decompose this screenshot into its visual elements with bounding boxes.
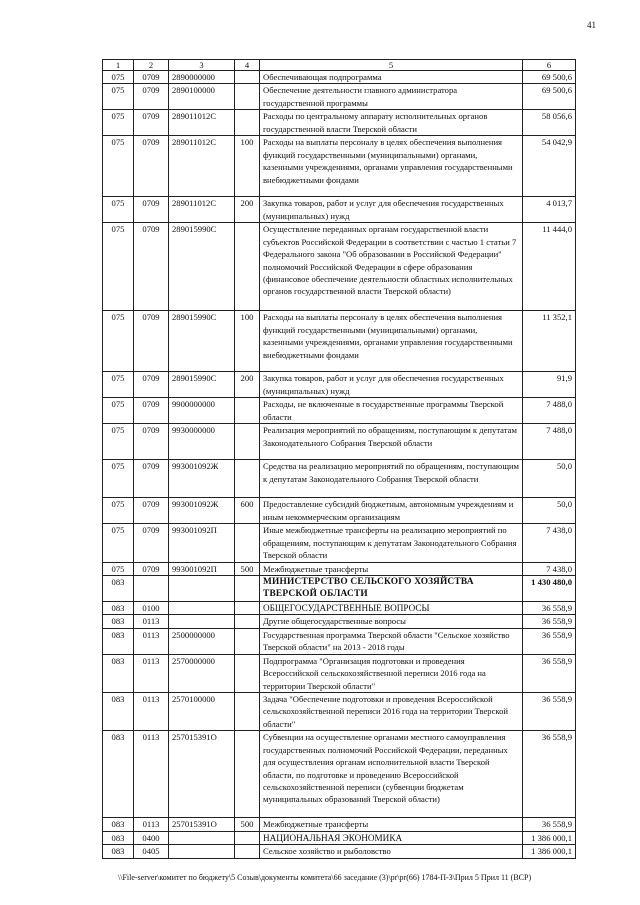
cell-name: Другие общегосударственные вопросы [260, 615, 523, 628]
table-row [103, 197, 576, 223]
cell-expense-type: 200 [235, 372, 260, 398]
cell-admin: 083 [103, 831, 134, 844]
cell-amount: 7 488,0 [523, 424, 576, 460]
budget-table [102, 59, 576, 859]
header-col-5: 5 [260, 60, 523, 71]
cell-name: МИНИСТЕРСТВО СЕЛЬСКОГО ХОЗЯЙСТВА ТВЕРСКОЙ ОБЛАСТИ [260, 576, 523, 602]
cell-admin: 075 [103, 460, 134, 498]
cell-section: 0113 [134, 615, 169, 628]
table-row [103, 460, 576, 498]
cell-amount: 7 438,0 [523, 524, 576, 562]
cell-amount: 1 430 480,0 [523, 576, 576, 602]
cell-section: 0113 [134, 818, 169, 831]
cell-name: Закупка товаров, работ и услуг для обеспечения государственных (муниципальных) нужд [260, 197, 523, 223]
cell-expense-type [235, 831, 260, 844]
cell-name: Субвенции на осуществление органами местного самоуправления государственных полномочий Российской Федерации, переданных для осуществления органам исполнительной власти Тверской области, по подготовке и проведению Всероссийской сельскохозяйственной переписи (субвенции бюджетам муниципальных образований Тверской области) [260, 731, 523, 818]
cell-amount: 58 056,6 [523, 110, 576, 136]
table-row [103, 693, 576, 731]
cell-admin: 075 [103, 110, 134, 136]
cell-name: Обеспечивающая подпрограмма [260, 71, 523, 84]
file-path-footer: \\File-server\комитет по бюджету\5 Созыв\документы комитета\66 заседание (3)\pr\pr(66) 1784-П-3\Прил 5 Прил 11 (ВСР) [118, 873, 532, 882]
cell-name: Предоставление субсидий бюджетным, автономным учреждениям и иным некоммерческим организациям [260, 498, 523, 524]
cell-section: 0709 [134, 71, 169, 84]
cell-expense-type: 500 [235, 818, 260, 831]
header-col-4: 4 [235, 60, 260, 71]
cell-target [169, 576, 235, 602]
cell-admin: 083 [103, 576, 134, 602]
cell-admin: 075 [103, 223, 134, 311]
cell-target: 993001092Ж [169, 460, 235, 498]
cell-section: 0709 [134, 424, 169, 460]
cell-expense-type: 600 [235, 498, 260, 524]
cell-admin: 075 [103, 372, 134, 398]
cell-section: 0113 [134, 654, 169, 692]
cell-expense-type [235, 731, 260, 818]
cell-amount: 36 558,9 [523, 818, 576, 831]
cell-target: 289011012С [169, 110, 235, 136]
cell-target: 257015391О [169, 731, 235, 818]
cell-expense-type [235, 424, 260, 460]
table-row [103, 223, 576, 311]
table-row [103, 576, 576, 602]
cell-target [169, 602, 235, 615]
cell-amount: 11 444,0 [523, 223, 576, 311]
cell-amount: 36 558,9 [523, 654, 576, 692]
cell-admin: 083 [103, 731, 134, 818]
cell-expense-type: 200 [235, 197, 260, 223]
cell-section: 0709 [134, 562, 169, 575]
cell-name: Задача "Обеспечение подготовки и проведения Всероссийской сельскохозяйственной переписи 2016 года на территории Тверской области" [260, 693, 523, 731]
cell-target: 993001092П [169, 562, 235, 575]
cell-section: 0709 [134, 398, 169, 424]
cell-name: Иные межбюджетные трансферты на реализацию мероприятий по обращениям, поступающим к депутатам Законодательного Собрания Тверской области [260, 524, 523, 562]
cell-target [169, 615, 235, 628]
header-col-6: 6 [523, 60, 576, 71]
table-row [103, 424, 576, 460]
cell-section: 0709 [134, 524, 169, 562]
table-row [103, 398, 576, 424]
cell-name: Расходы на выплаты персоналу в целях обеспечения выполнения функций государственными (муниципальными) органами, казенными учреждениями, органами управления государственными внебюджетными фондами [260, 136, 523, 197]
cell-amount: 36 558,9 [523, 693, 576, 731]
header-col-3: 3 [169, 60, 235, 71]
cell-target: 2890000000 [169, 71, 235, 84]
cell-expense-type [235, 110, 260, 136]
table-row [103, 372, 576, 398]
cell-name: Межбюджетные трансферты [260, 562, 523, 575]
cell-admin: 075 [103, 311, 134, 372]
cell-admin: 075 [103, 136, 134, 197]
cell-expense-type [235, 460, 260, 498]
table-row [103, 615, 576, 628]
cell-admin: 083 [103, 602, 134, 615]
cell-target: 257015391О [169, 818, 235, 831]
cell-name: ОБЩЕГОСУДАРСТВЕННЫЕ ВОПРОСЫ [260, 602, 523, 615]
table-row [103, 498, 576, 524]
cell-amount: 7 438,0 [523, 562, 576, 575]
cell-target [169, 831, 235, 844]
cell-admin: 075 [103, 498, 134, 524]
table-row [103, 524, 576, 562]
table-row [103, 562, 576, 575]
cell-admin: 075 [103, 197, 134, 223]
table-row [103, 818, 576, 831]
cell-amount: 36 558,9 [523, 628, 576, 654]
cell-target: 993001092П [169, 524, 235, 562]
table-row [103, 654, 576, 692]
cell-amount: 36 558,9 [523, 602, 576, 615]
table-header-row [103, 60, 576, 71]
cell-section: 0709 [134, 498, 169, 524]
cell-name: Расходы на выплаты персоналу в целях обеспечения выполнения функций государственными (муниципальными) органами, казенными учреждениями, органами управления государственными внебюджетными фондами [260, 311, 523, 372]
cell-admin: 083 [103, 818, 134, 831]
cell-expense-type [235, 693, 260, 731]
cell-target: 2570000000 [169, 654, 235, 692]
cell-target: 2890100000 [169, 84, 235, 110]
cell-admin: 075 [103, 398, 134, 424]
header-col-1: 1 [103, 60, 134, 71]
table-row [103, 831, 576, 844]
table-row [103, 71, 576, 84]
cell-section: 0709 [134, 460, 169, 498]
cell-target [169, 845, 235, 858]
cell-name: Средства на реализацию мероприятий по обращениям, поступающим к депутатам Законодательного Собрания Тверской области [260, 460, 523, 498]
cell-admin: 075 [103, 71, 134, 84]
cell-section: 0709 [134, 223, 169, 311]
cell-expense-type: 500 [235, 562, 260, 575]
cell-section: 0405 [134, 845, 169, 858]
cell-amount: 1 386 000,1 [523, 831, 576, 844]
cell-target: 2570100000 [169, 693, 235, 731]
cell-section: 0709 [134, 311, 169, 372]
cell-amount: 50,0 [523, 460, 576, 498]
cell-section: 0709 [134, 372, 169, 398]
cell-admin: 083 [103, 654, 134, 692]
cell-amount: 69 500,6 [523, 71, 576, 84]
cell-admin: 083 [103, 693, 134, 731]
cell-amount: 69 500,6 [523, 84, 576, 110]
cell-section: 0113 [134, 693, 169, 731]
cell-name: Расходы по центральному аппарату исполнительных органов государственной власти Тверской области [260, 110, 523, 136]
cell-section: 0709 [134, 197, 169, 223]
cell-name: Закупка товаров, работ и услуг для обеспечения государственных (муниципальных) нужд [260, 372, 523, 398]
cell-expense-type [235, 576, 260, 602]
cell-expense-type [235, 602, 260, 615]
cell-target: 289015990С [169, 311, 235, 372]
cell-expense-type [235, 524, 260, 562]
cell-target: 9900000000 [169, 398, 235, 424]
cell-name: Реализация мероприятий по обращениям, поступающим к депутатам Законодательного Собрания Тверской области [260, 424, 523, 460]
cell-expense-type [235, 845, 260, 858]
cell-expense-type [235, 84, 260, 110]
cell-expense-type [235, 71, 260, 84]
cell-section: 0709 [134, 110, 169, 136]
cell-name: Обеспечение деятельности главного администратора государственной программы [260, 84, 523, 110]
cell-expense-type [235, 223, 260, 311]
cell-amount: 54 042,9 [523, 136, 576, 197]
cell-section: 0400 [134, 831, 169, 844]
header-col-2: 2 [134, 60, 169, 71]
cell-admin: 083 [103, 615, 134, 628]
table-row [103, 136, 576, 197]
cell-target: 289015990С [169, 223, 235, 311]
cell-expense-type [235, 398, 260, 424]
cell-name: НАЦИОНАЛЬНАЯ ЭКОНОМИКА [260, 831, 523, 844]
cell-admin: 075 [103, 524, 134, 562]
cell-amount: 11 352,1 [523, 311, 576, 372]
table-row [103, 84, 576, 110]
cell-target: 289015990С [169, 372, 235, 398]
cell-name: Расходы, не включенные в государственные программы Тверской области [260, 398, 523, 424]
cell-name: Сельское хозяйство и рыболовство [260, 845, 523, 858]
cell-admin: 083 [103, 628, 134, 654]
table-row [103, 731, 576, 818]
cell-expense-type [235, 615, 260, 628]
page-number: 41 [587, 20, 596, 30]
cell-target: 2500000000 [169, 628, 235, 654]
cell-section [134, 576, 169, 602]
cell-section: 0113 [134, 628, 169, 654]
table-body [103, 71, 576, 859]
cell-amount: 36 558,9 [523, 731, 576, 818]
cell-amount: 50,0 [523, 498, 576, 524]
cell-expense-type [235, 628, 260, 654]
cell-section: 0709 [134, 84, 169, 110]
cell-target: 289011012С [169, 136, 235, 197]
cell-amount: 91,9 [523, 372, 576, 398]
cell-expense-type: 100 [235, 136, 260, 197]
cell-name: Подпрограмма "Организация подготовки и проведения Всероссийской сельскохозяйственной переписи 2016 года на территории Тверской области" [260, 654, 523, 692]
cell-expense-type [235, 654, 260, 692]
table-row [103, 628, 576, 654]
cell-amount: 7 488,0 [523, 398, 576, 424]
cell-target: 993001092Ж [169, 498, 235, 524]
cell-target: 289011012С [169, 197, 235, 223]
cell-name: Государственная программа Тверской области "Сельское хозяйство Тверской области" на 2013 - 2018 годы [260, 628, 523, 654]
table-row [103, 110, 576, 136]
table-row [103, 602, 576, 615]
table-row [103, 845, 576, 858]
table-row [103, 311, 576, 372]
cell-section: 0709 [134, 136, 169, 197]
cell-expense-type: 100 [235, 311, 260, 372]
cell-amount: 36 558,9 [523, 615, 576, 628]
cell-section: 0113 [134, 731, 169, 818]
cell-admin: 075 [103, 84, 134, 110]
cell-name: Межбюджетные трансферты [260, 818, 523, 831]
cell-admin: 075 [103, 562, 134, 575]
cell-amount: 4 013,7 [523, 197, 576, 223]
cell-name: Осуществление переданных органам государственной власти субъектов Российской Федерации в соответствии с частью 1 статьи 7 Федерального закона "Об образовании в Российской Федерации" полномочий Российской Федерации в сфере образования (финансовое обеспечение деятельности областных исполнительных органов государственной власти Тверской области) [260, 223, 523, 311]
cell-target: 9930000000 [169, 424, 235, 460]
cell-section: 0100 [134, 602, 169, 615]
cell-admin: 075 [103, 424, 134, 460]
cell-amount: 1 386 000,1 [523, 845, 576, 858]
cell-admin: 083 [103, 845, 134, 858]
